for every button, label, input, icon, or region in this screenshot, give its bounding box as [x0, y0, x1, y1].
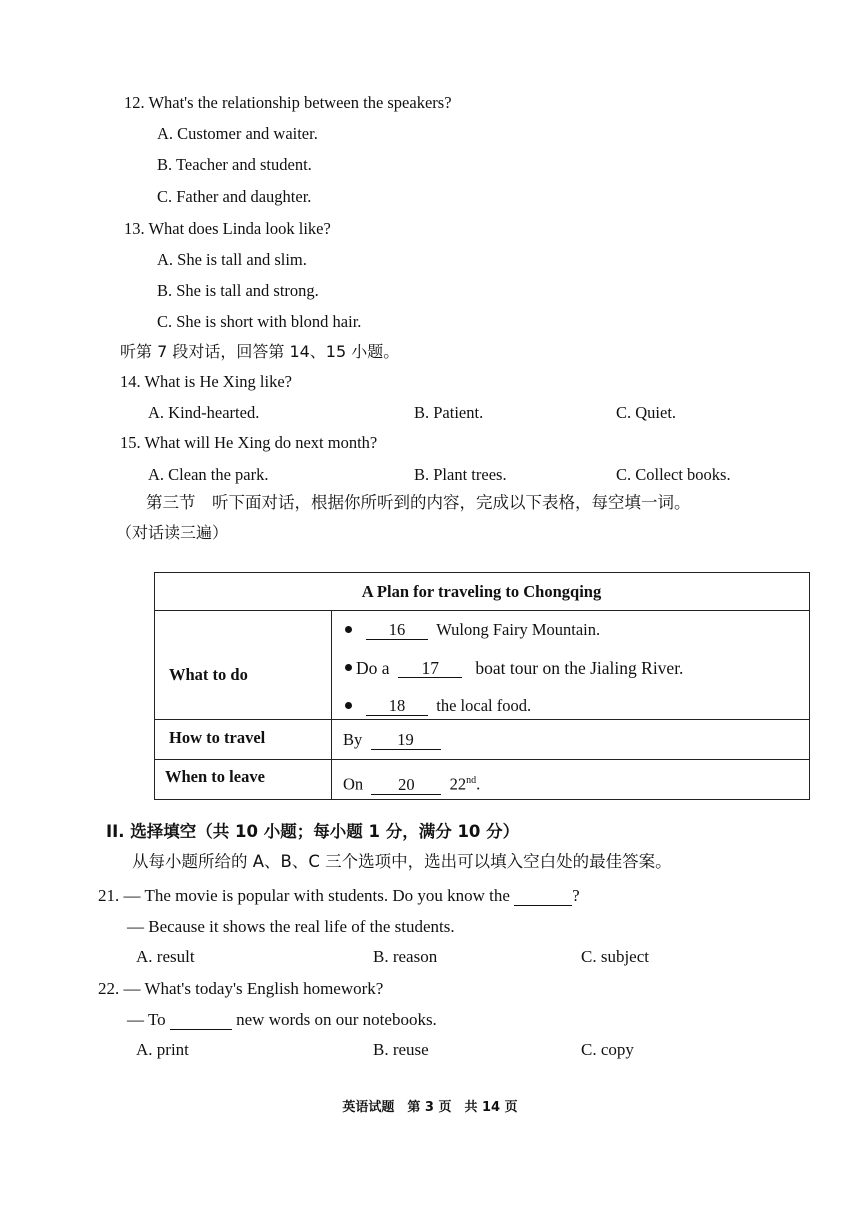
how-to-travel-value [343, 730, 441, 750]
travel-plan-table [154, 572, 810, 800]
how-to-travel-label: How to travel [169, 728, 266, 747]
table-title: A Plan for traveling to Chongqing [361, 582, 602, 601]
question-21-stem: 21. — The movie is popular with students. Do you know the [98, 886, 510, 905]
part-2-heading: II. 选择填空（共 10 小题；每小题 1 分，满分 10 分） [106, 822, 520, 841]
item-18-text: the local food. [436, 696, 532, 715]
question-12-option-c: C. Father and daughter. [157, 187, 312, 206]
what-to-do-item-16 [345, 620, 600, 640]
leave-day-suffix: nd [466, 775, 477, 786]
what-to-do-item-17 [345, 658, 683, 678]
how-to-travel-prefix: By [343, 730, 363, 749]
question-14-option-c: C. Quiet. [616, 403, 677, 422]
question-13-option-a: A. She is tall and slim. [157, 250, 307, 269]
question-22-option-c: C. copy [581, 1040, 634, 1059]
blank-17: 17 [398, 659, 462, 678]
what-to-do-label: What to do [169, 665, 248, 684]
question-22-suffix: new words on our notebooks. [236, 1010, 437, 1029]
section-3-note: （对话读三遍） [116, 523, 229, 542]
when-to-leave-prefix: On [343, 774, 364, 794]
page-footer: 英语试题 第 3 页 共 14 页 [342, 1100, 518, 1115]
question-15-option-c: C. Collect books. [616, 465, 731, 484]
leave-period: . [476, 774, 481, 794]
bullet-icon [345, 626, 352, 633]
section-3-instruction: 第三节 听下面对话，根据你所听到的内容，完成以下表格，每空填一词。 [146, 493, 691, 512]
question-21-option-c: C. subject [581, 947, 649, 966]
what-to-do-item-18 [345, 696, 531, 716]
question-14-stem: 14. What is He Xing like? [120, 372, 292, 391]
bullet-icon [345, 664, 352, 671]
blank-20: 20 [371, 776, 441, 795]
question-22-prefix: — To [127, 1010, 166, 1029]
when-to-leave-value [343, 771, 480, 795]
question-13-option-c: C. She is short with blond hair. [157, 312, 362, 331]
leave-day: 22 [449, 774, 467, 794]
question-15-option-b: B. Plant trees. [414, 465, 507, 484]
question-15-stem: 15. What will He Xing do next month? [120, 433, 378, 452]
question-14-option-a: A. Kind-hearted. [148, 403, 260, 422]
item-17-text: boat tour on the Jialing River. [475, 658, 684, 678]
question-12-option-a: A. Customer and waiter. [157, 124, 318, 143]
question-12-option-b: B. Teacher and student. [157, 155, 312, 174]
question-21-option-b: B. reason [373, 947, 438, 966]
question-21-line-1 [98, 886, 580, 906]
when-to-leave-label: When to leave [165, 767, 265, 786]
question-21-qmark: ? [572, 886, 580, 905]
part-2-instruction: 从每小题所给的 A、B、C 三个选项中，选出可以填入空白处的最佳答案。 [132, 852, 672, 871]
blank-18: 18 [366, 697, 428, 716]
question-15-option-a: A. Clean the park. [148, 465, 269, 484]
blank-19: 19 [371, 731, 441, 750]
question-13-stem: 13. What does Linda look like? [124, 219, 331, 238]
question-22-option-a: A. print [136, 1040, 189, 1059]
question-22-line-1: 22. — What's today's English homework? [98, 979, 384, 998]
question-22-option-b: B. reuse [373, 1040, 429, 1059]
item-16-text: Wulong Fairy Mountain. [436, 620, 601, 639]
question-13-option-b: B. She is tall and strong. [157, 281, 319, 300]
question-21-blank [514, 887, 572, 906]
item-17-prefix: Do a [356, 658, 390, 678]
question-12-stem: 12. What's the relationship between the speakers? [124, 93, 452, 112]
question-21-line-2: — Because it shows the real life of the students. [127, 917, 455, 936]
question-14-option-b: B. Patient. [414, 403, 484, 422]
blank-16: 16 [366, 621, 428, 640]
bullet-icon [345, 702, 352, 709]
question-22-blank [170, 1011, 232, 1030]
question-22-line-2 [127, 1010, 437, 1030]
question-21-option-a: A. result [136, 947, 195, 966]
dialogue-7-instruction: 听第 7 段对话，回答第 14、15 小题。 [120, 342, 400, 361]
